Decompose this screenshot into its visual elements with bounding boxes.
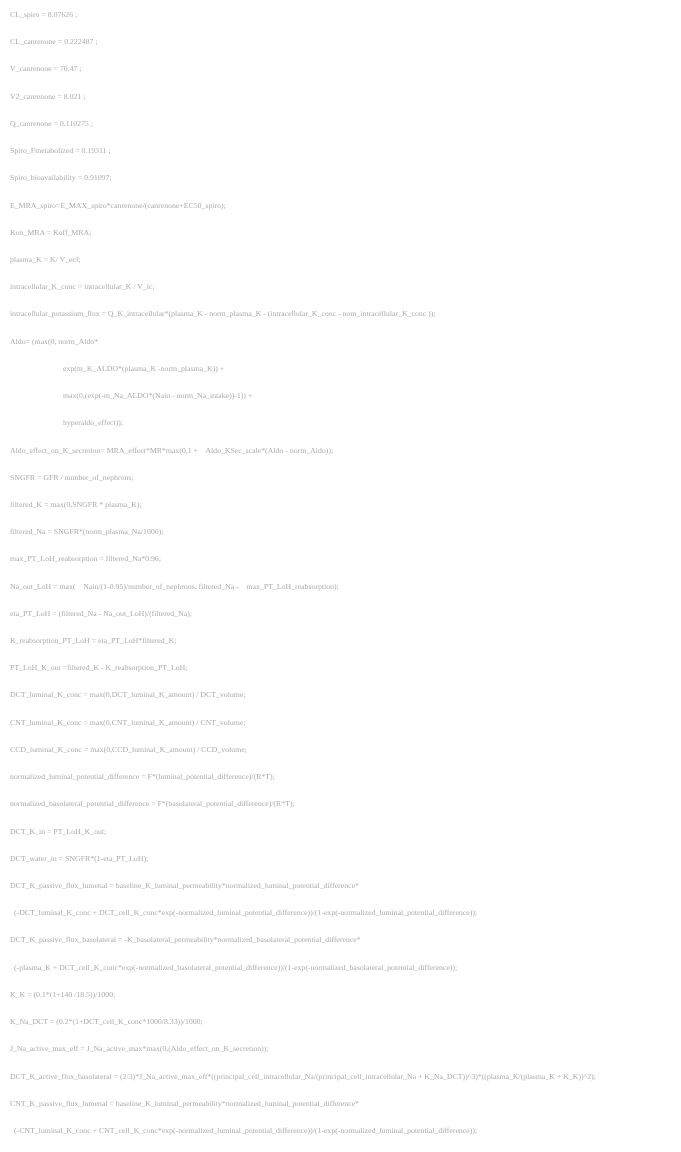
code-line: CL_canrenone = 0.222487 ; xyxy=(10,37,98,47)
code-line-continuation: exp(m_K_ALDO*(plasma_K -norm_plasma_K)) + xyxy=(63,363,225,373)
code-line: normalized_basolateral_potential_difference = F*(basolateral_potential_difference)/(R*T); xyxy=(10,799,295,809)
code-line: max_PT_LoH_reabsorption = filtered_Na*0.96; xyxy=(10,554,161,564)
code-line: filtered_K = max(0,SNGFR * plasma_K); xyxy=(10,499,142,509)
code-line: CNT_luminal_K_conc = max(0,CNT_luminal_K_amount) / CNT_volume; xyxy=(10,717,246,727)
code-line: K_reabsorption_PT_LoH = eta_PT_LoH*filtered_K; xyxy=(10,636,177,646)
code-line: DCT_K_passive_flux_basolateral = -K_basolateral_permeability*normalized_basolateral_potential_difference* xyxy=(10,935,361,945)
code-line-continuation: (-plasma_K + DCT_cell_K_conc*exp(-normalized_basolateral_potential_difference))/(1-exp(-normalized_basolateral_potential_difference)); xyxy=(14,962,458,972)
code-line: eta_PT_LoH = (filtered_Na - Na_out_LoH)/(filtered_Na); xyxy=(10,608,192,618)
code-line: PT_LoH_K_out =filtered_K - K_reabsorption_PT_LoH; xyxy=(10,663,188,673)
code-line: CL_spiro = 8.07626 ; xyxy=(10,10,78,19)
code-line: CNT_K_passive_flux_lumenal = baseline_K_luminal_permeability*normalized_luminal_potential_difference* xyxy=(10,1098,359,1108)
code-line: CCD_luminal_K_conc = max(0,CCD_luminal_K_amount) / CCD_volume; xyxy=(10,744,247,754)
code-line: DCT_luminal_K_conc = max(0,DCT_luminal_K_amount) / DCT_volume; xyxy=(10,690,246,700)
code-line: E_MRA_spiro=E_MAX_spiro*canrenone/(canrenone+EC50_spiro); xyxy=(10,200,226,210)
code-document xyxy=(0,9,681,1152)
code-line: normalized_luminal_potential_difference = F*(luminal_potential_difference)/(R*T); xyxy=(10,772,275,782)
code-line: DCT_water_in = SNGFR*(1-eta_PT_LoH); xyxy=(10,853,149,863)
code-line: plasma_K = K/ V_ecf; xyxy=(10,254,81,264)
code-line: DCT_K_in = PT_LoH_K_out; xyxy=(10,826,107,836)
code-line: Spiro_bioavailability = 0.91097; xyxy=(10,173,112,183)
code-line: Kon_MRA = Koff_MRA; xyxy=(10,227,92,237)
code-line: V2_canrenone = 8.021 ; xyxy=(10,91,86,101)
code-line: DCT_K_active_flux_basolateral = (2/3)*J_Na_active_max_eff*((principal_cell_intracellular_Na/(principal_cell_intracellular_Na + K_Na_DCT))^3)*((plasma_K/(plasma_K + K_K))^2); xyxy=(10,1071,596,1081)
code-line: J_Na_active_max_eff = J_Na_active_max*max(0,(Aldo_effect_on_K_secretion)); xyxy=(10,1044,269,1054)
code-line: Spiro_Fmetabolized = 0.19311 ; xyxy=(10,146,111,156)
code-line: K_Na_DCT = (0.2*(1+DCT_cell_K_conc*1000/8.33))/1000; xyxy=(10,1017,203,1027)
code-line: Aldo_effect_on_K_secretion= MRA_effect*MR*max(0,1 + Aldo_KSec_scale*(Aldo - norm_Aldo)); xyxy=(10,445,334,455)
code-line: Na_out_LoH = max( Nain/(1-0.95)/number_of_nephrons, filtered_Na - max_PT_LoH_reabsorption); xyxy=(10,581,339,591)
code-line: intracellular_K_conc = intracellular_K / V_ic; xyxy=(10,282,155,292)
code-line-continuation: hyperaldo_effect)); xyxy=(63,418,124,428)
code-line: Aldo= (max(0, norm_Aldo* xyxy=(10,336,99,346)
code-line-continuation: max(0,(exp(-m_Na_ALDO*(Nain - norm_Na_intake))-1)) + xyxy=(63,391,253,401)
code-line-continuation: (-DCT_luminal_K_conc + DCT_cell_K_conc*exp(-normalized_luminal_potential_difference))/(1-exp(-normalized_luminal_potential_difference)); xyxy=(14,908,478,918)
code-line-continuation: (-CNT_luminal_K_conc + CNT_cell_K_conc*exp(-normalized_luminal_potential_difference))/(1-exp(-normalized_luminal_potential_difference)); xyxy=(14,1125,478,1135)
code-line: DCT_K_passive_flux_lumenal = baseline_K_luminal_permeability*normalized_luminal_potential_difference* xyxy=(10,881,359,890)
code-line: SNGFR = GFR / number_of_nephrons; xyxy=(10,472,134,482)
code-line: filtered_Na = SNGFR*(norm_plasma_Na/1000); xyxy=(10,527,164,537)
code-line: K_K = (0.1*(1+140 /18.5))/1000; xyxy=(10,989,116,999)
code-line: Q_canrenone = 0.110275 ; xyxy=(10,118,93,128)
code-line: V_canrenone = 70.47 ; xyxy=(10,64,82,74)
code-line: intracellular_potassium_flux = Q_K_intracellular*(plasma_K - norm_plasma_K - (intracellular_K_conc - nom_intracellular_K_conc )); xyxy=(10,309,436,319)
